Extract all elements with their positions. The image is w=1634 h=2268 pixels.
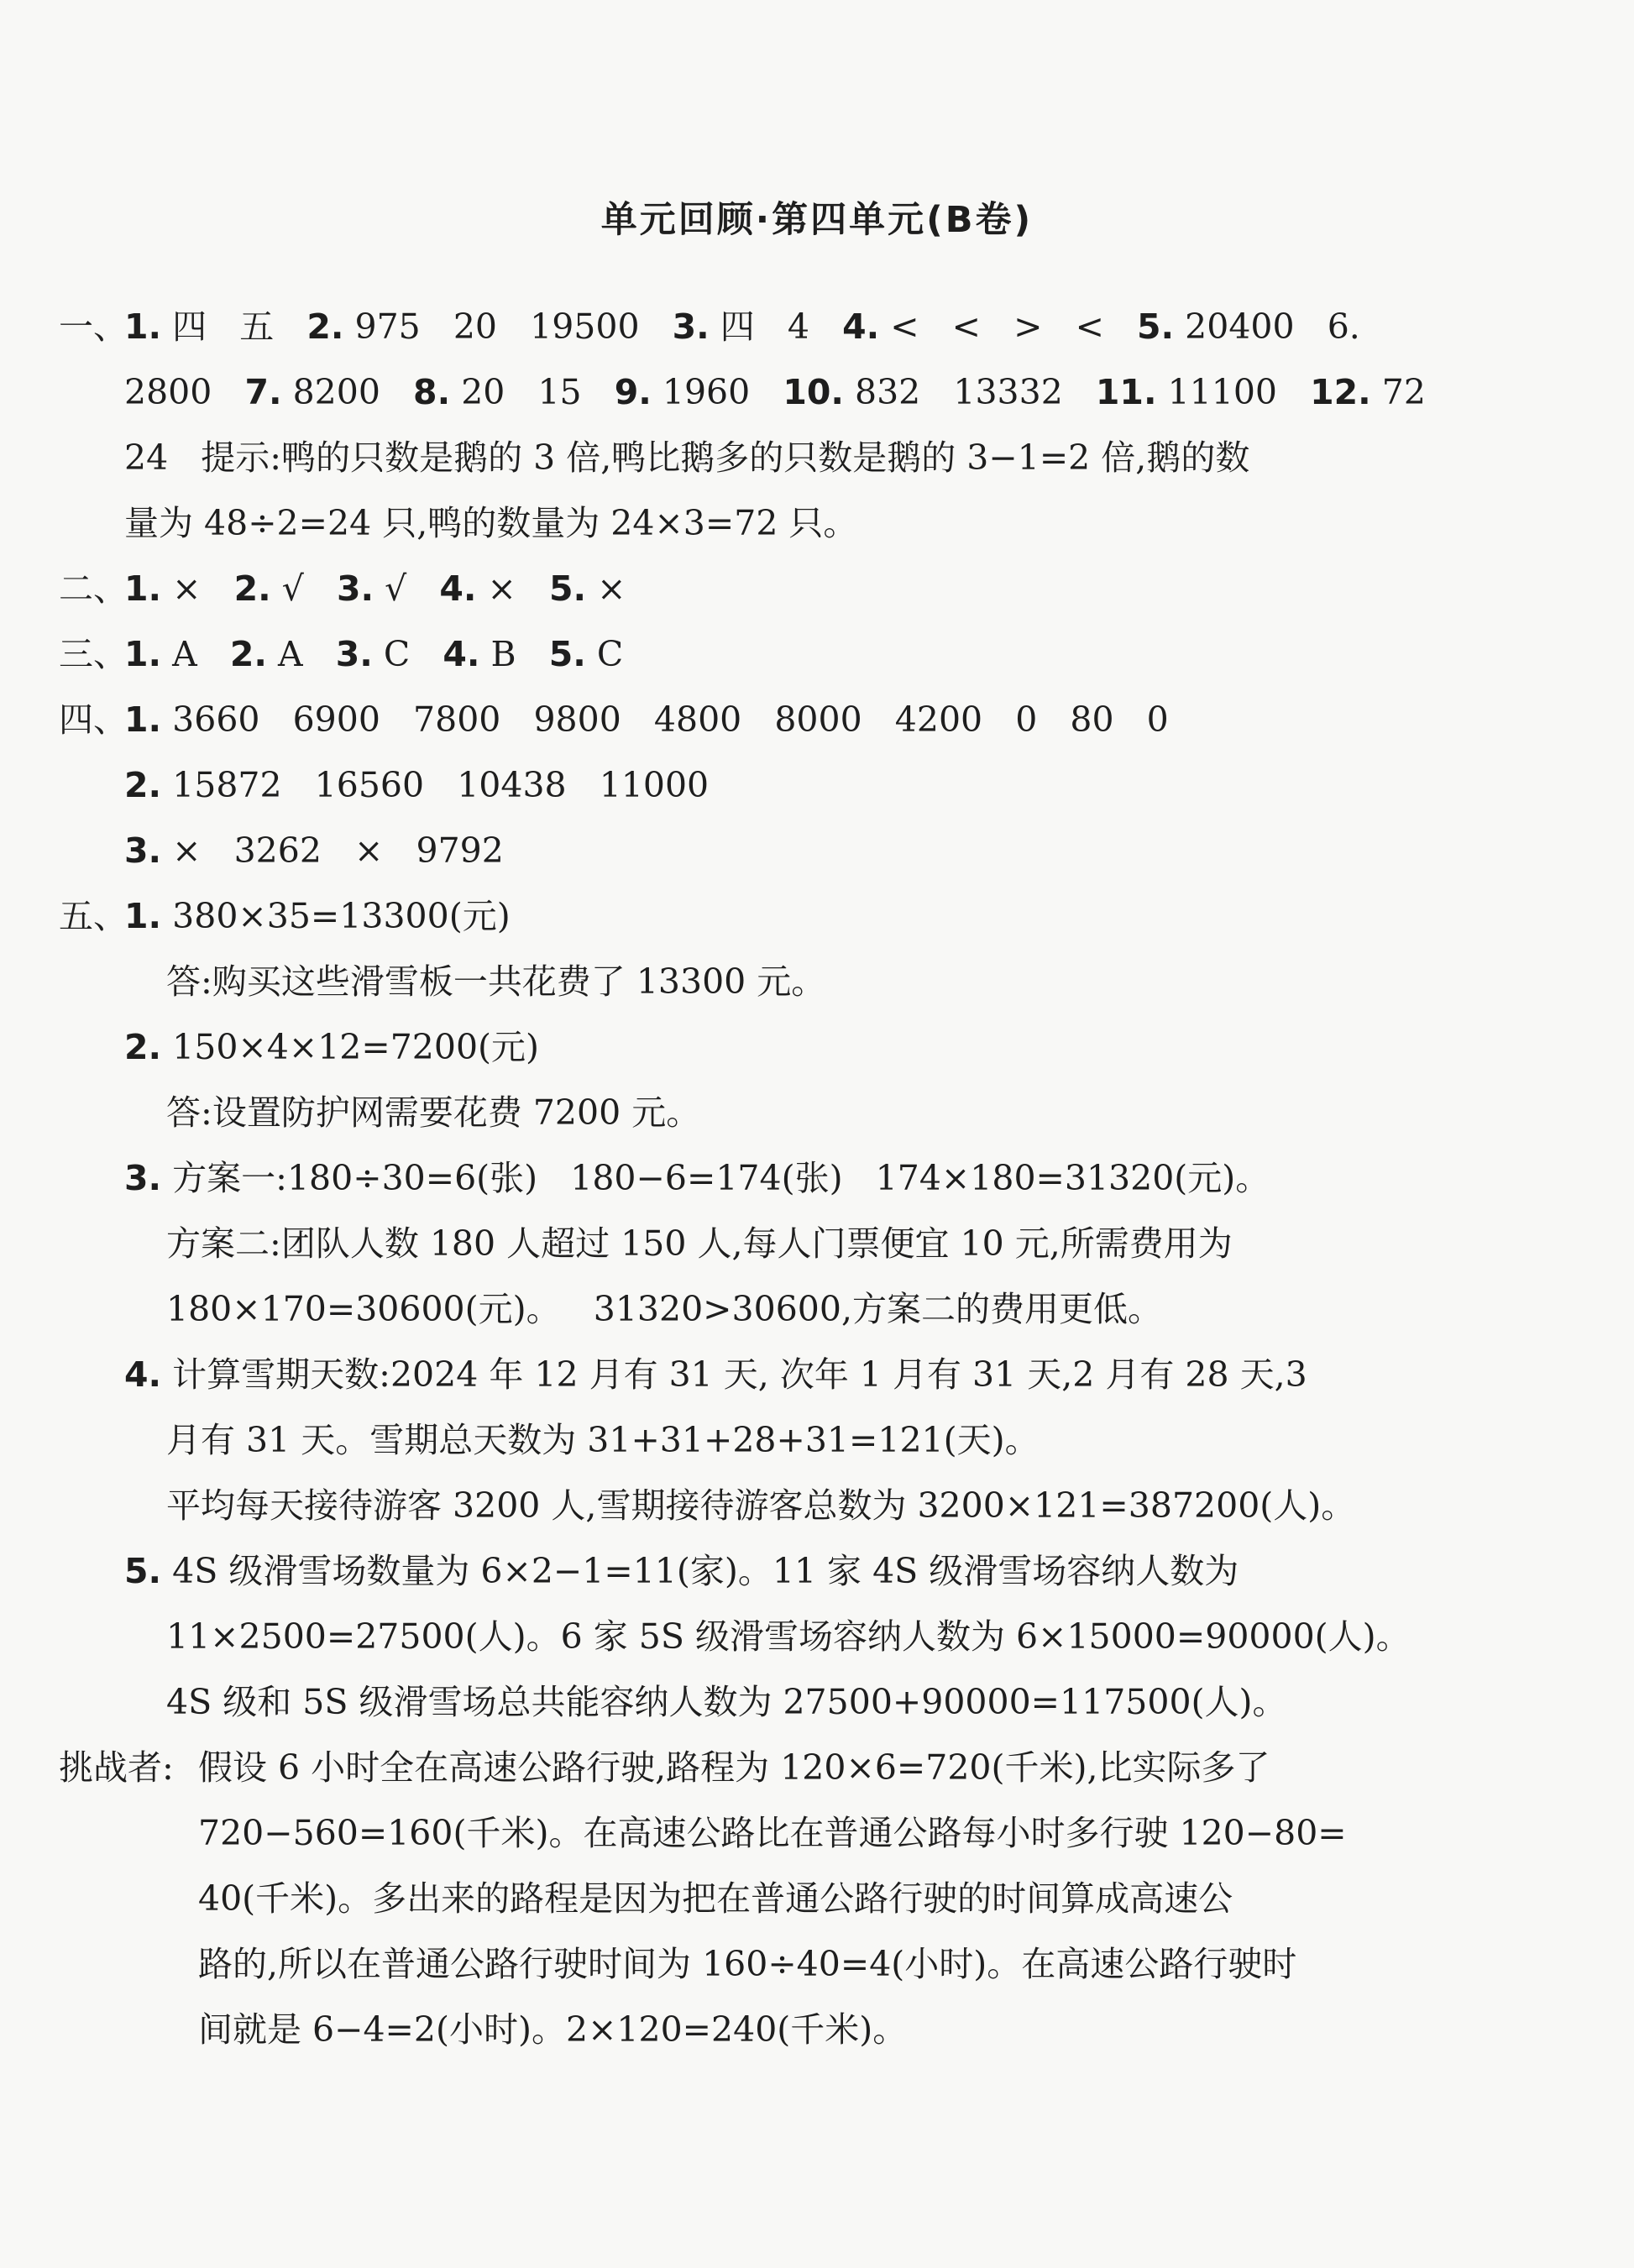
challenge-line: 路的,所以在普通公路行驶时间为 160÷40=4(小时)。在高速公路行驶时 — [198, 1944, 1297, 1984]
section-2-line: 1. × 2. √ 3. √ 4. × 5. × — [124, 568, 626, 609]
section-5-line: 5. 4S 级滑雪场数量为 6×2−1=11(家)。11 家 4S 级滑雪场容纳人数为 — [124, 1551, 1239, 1591]
section-1-line: 24 提示:鸭的只数是鹅的 3 倍,鸭比鹅多的只数是鹅的 3−1=2 倍,鹅的数 — [124, 437, 1250, 478]
section-4-line: 2. 15872 16560 10438 11000 — [124, 765, 710, 805]
section-1-line: 1. 四 五 2. 975 20 19500 3. 四 4 4. < < > < 5. 20400 6. — [124, 306, 1360, 347]
section-1-line: 2800 7. 8200 8. 20 15 9. 1960 10. 832 13332 11. 11100 12. 72 — [124, 372, 1426, 412]
challenge-line: 假设 6 小时全在高速公路行驶,路程为 120×6=720(千米),比实际多了 — [198, 1747, 1270, 1788]
section-5-line: 答:设置防护网需要花费 7200 元。 — [166, 1092, 701, 1133]
challenge-line: 720−560=160(千米)。在高速公路比在普通公路每小时多行驶 120−80= — [198, 1813, 1347, 1853]
section-5-line: 11×2500=27500(人)。6 家 5S 级滑雪场容纳人数为 6×15000=90000(人)。 — [166, 1616, 1411, 1657]
section-5-line: 3. 方案一:180÷30=6(张) 180−6=174(张) 174×180=31320(元)。 — [124, 1158, 1270, 1198]
challenge-line: 间就是 6−4=2(小时)。2×120=240(千米)。 — [198, 2009, 908, 2050]
section-5-line: 4. 计算雪期天数:2024 年 12 月有 31 天, 次年 1 月有 31 天,2 月有 28 天,3 — [124, 1354, 1307, 1395]
section-5-label: 五、 — [59, 896, 128, 936]
section-5-line: 4S 级和 5S 级滑雪场总共能容纳人数为 27500+90000=117500(人)。 — [166, 1682, 1287, 1722]
section-3-line: 1. A 2. A 3. C 4. B 5. C — [124, 634, 624, 674]
section-4-label: 四、 — [59, 699, 128, 740]
section-5-line: 2. 150×4×12=7200(元) — [124, 1027, 540, 1067]
section-1-line: 量为 48÷2=24 只,鸭的数量为 24×3=72 只。 — [124, 503, 858, 543]
section-3-label: 三、 — [59, 634, 128, 674]
section-1-label: 一、 — [59, 306, 128, 347]
page-title: 单元回顾·第四单元(B卷) — [600, 199, 1034, 241]
challenge-line: 40(千米)。多出来的路程是因为把在普通公路行驶的时间算成高速公 — [198, 1878, 1233, 1919]
section-5-line: 答:购买这些滑雪板一共花费了 13300 元。 — [166, 961, 826, 1002]
section-5-line: 180×170=30600(元)。 31320>30600,方案二的费用更低。 — [166, 1289, 1162, 1329]
section-2-label: 二、 — [59, 568, 128, 609]
section-5-line: 月有 31 天。雪期总天数为 31+31+28+31=121(天)。 — [166, 1420, 1040, 1460]
challenge-label: 挑战者: — [59, 1747, 174, 1788]
section-5-line: 平均每天接待游客 3200 人,雪期接待游客总数为 3200×121=387200(人)。 — [166, 1485, 1356, 1526]
section-5-line: 1. 380×35=13300(元) — [124, 896, 511, 936]
section-4-line: 3. × 3262 × 9792 — [124, 830, 504, 871]
section-5-line: 方案二:团队人数 180 人超过 150 人,每人门票便宜 10 元,所需费用为 — [166, 1223, 1233, 1264]
section-4-line: 1. 3660 6900 7800 9800 4800 8000 4200 0 80 0 — [124, 699, 1169, 740]
